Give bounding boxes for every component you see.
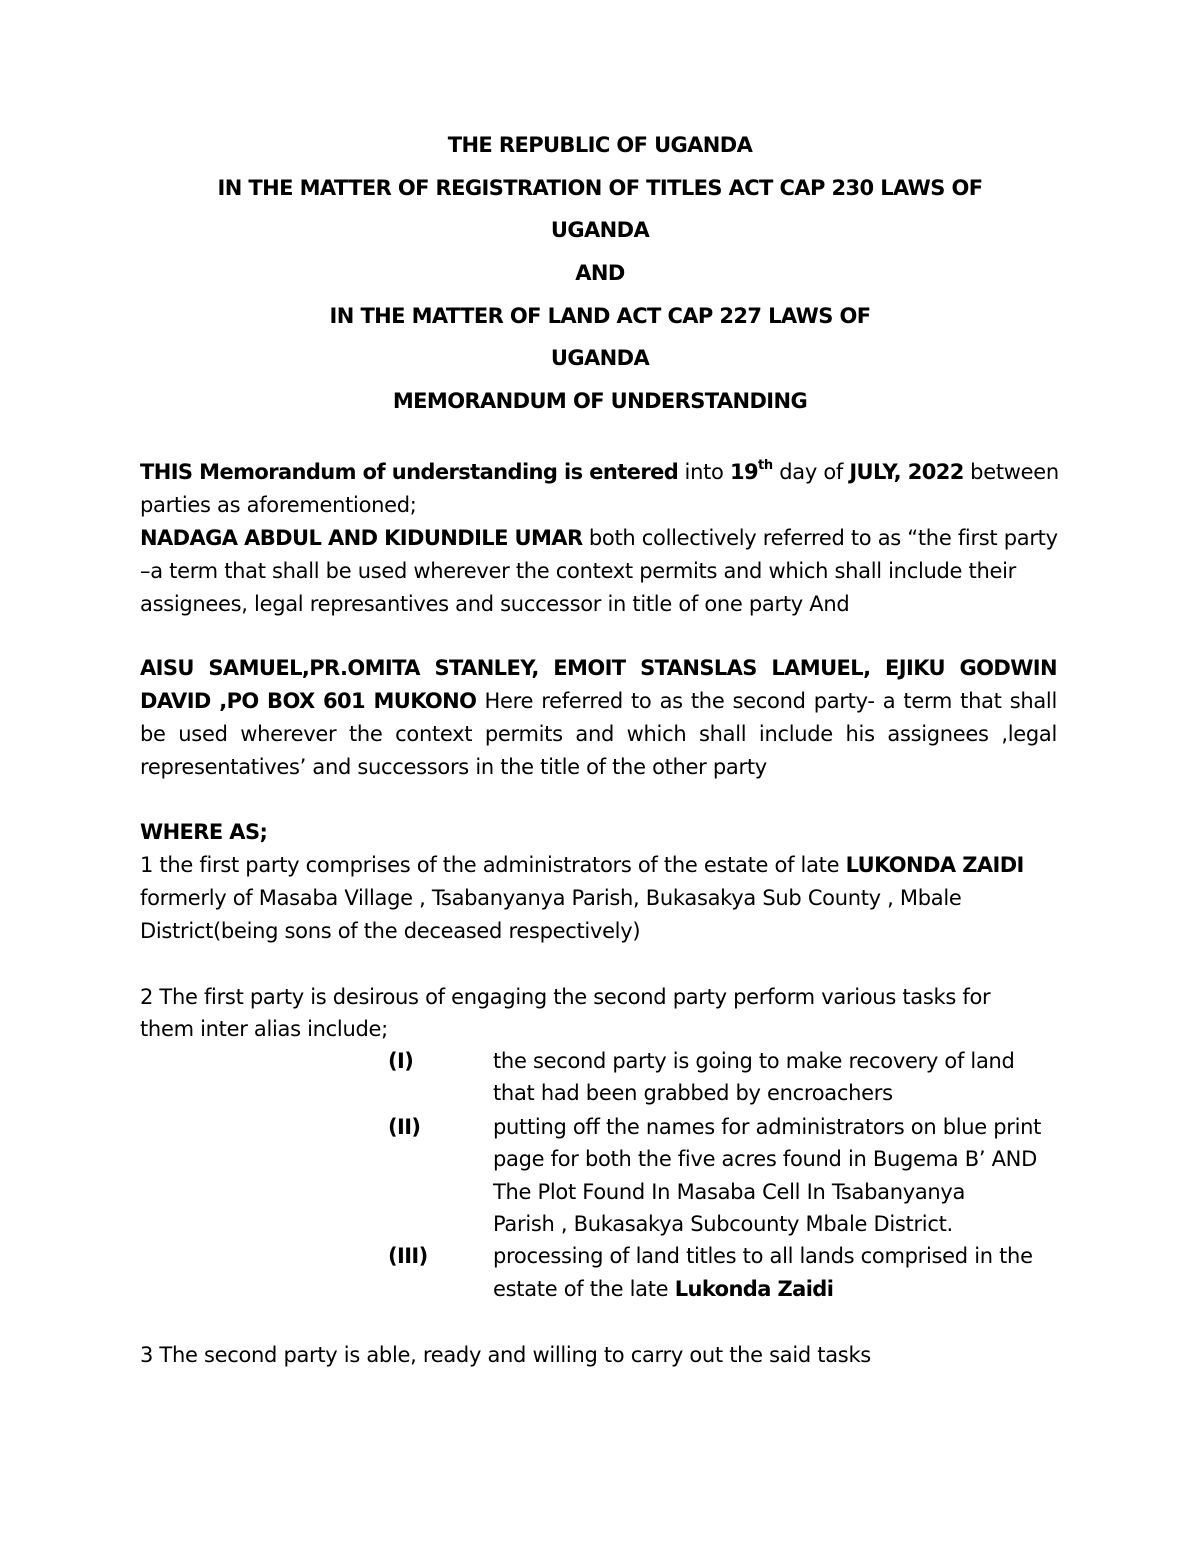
second-party-line-2 bbox=[140, 689, 1057, 713]
item-3-deceased-name: Lukonda Zaidi bbox=[674, 1277, 834, 1301]
second-party-address: DAVID ,PO BOX 601 MUKONO bbox=[140, 689, 477, 713]
clause-2-line-2: them inter alias include; bbox=[140, 1017, 388, 1041]
intro-line-1 bbox=[140, 460, 1059, 484]
second-party-names: AISU SAMUEL,PR.OMITA STANLEY, EMOIT STANSLAS LAMUEL, EJIKU GODWIN bbox=[140, 656, 1057, 680]
item-2-line-3: The Plot Found In Masaba Cell In Tsabanyanya bbox=[493, 1180, 966, 1204]
title-matter-registration: IN THE MATTER OF REGISTRATION OF TITLES ACT CAP 230 LAWS OF bbox=[217, 176, 983, 200]
second-party-line-1 bbox=[140, 656, 1057, 680]
item-3-line-1: processing of land titles to all lands comprised in the bbox=[493, 1244, 1033, 1268]
first-party-referred: both collectively referred to as “the first party bbox=[582, 526, 1058, 550]
clause-1-line-1 bbox=[140, 853, 1024, 877]
item-1-line-1: the second party is going to make recovery of land bbox=[493, 1049, 1015, 1073]
intro-line-2: parties as aforementioned; bbox=[140, 493, 417, 517]
intro-bold-lead: THIS Memorandum of understanding is entered bbox=[140, 460, 679, 484]
title-and: AND bbox=[575, 261, 625, 285]
first-party-names: NADAGA ABDUL AND KIDUNDILE UMAR bbox=[140, 526, 583, 550]
item-1-number: (I) bbox=[388, 1049, 414, 1073]
clause-3: 3 The second party is able, ready and willing to carry out the said tasks bbox=[140, 1343, 871, 1367]
whereas-heading bbox=[140, 820, 267, 844]
title-uganda-2: UGANDA bbox=[550, 346, 650, 370]
clause-2-line-1: 2 The first party is desirous of engaging the second party perform various tasks for bbox=[140, 985, 991, 1009]
title-memorandum: MEMORANDUM OF UNDERSTANDING bbox=[392, 389, 808, 413]
item-3-number: (III) bbox=[388, 1244, 428, 1268]
title-republic: THE REPUBLIC OF UGANDA bbox=[447, 133, 753, 157]
intro-between: between bbox=[963, 460, 1059, 484]
first-party-line-1 bbox=[140, 526, 1058, 550]
intro-date: JULY, 2022 bbox=[849, 460, 964, 484]
title-uganda-1: UGANDA bbox=[550, 218, 650, 242]
item-2-line-2: page for both the five acres found in Bugema B’ AND bbox=[493, 1147, 1037, 1171]
title-matter-land-act: IN THE MATTER OF LAND ACT CAP 227 LAWS OF bbox=[329, 304, 871, 328]
item-3-line-2 bbox=[493, 1277, 833, 1301]
first-party-line-3: assignees, legal represantives and successor in title of one party And bbox=[140, 592, 850, 616]
item-2-number: (II) bbox=[388, 1115, 421, 1139]
clause-1-line-3: District(being sons of the deceased respectively) bbox=[140, 919, 641, 943]
whereas-heading-text: WHERE AS; bbox=[140, 820, 268, 844]
second-party-line-3: be used wherever the context permits and which shall include his assignees ,legal bbox=[140, 722, 1057, 746]
second-party-referred: Here referred to as the second party- a term that shall bbox=[476, 689, 1057, 713]
clause-1-line-2: formerly of Masaba Village , Tsabanyanya Parish, Bukasakya Sub County , Mbale bbox=[140, 886, 962, 910]
clause-1-text: 1 the first party comprises of the administrators of the estate of late bbox=[140, 853, 846, 877]
item-1-line-2: that had been grabbed by encroachers bbox=[493, 1081, 893, 1105]
item-2-line-1: putting off the names for administrators on blue print bbox=[493, 1115, 1042, 1139]
intro-day-of: day of bbox=[772, 460, 850, 484]
intro-into: into bbox=[678, 460, 730, 484]
item-2-line-4: Parish , Bukasakya Subcounty Mbale District. bbox=[493, 1212, 953, 1236]
second-party-line-4: representatives’ and successors in the title of the other party bbox=[140, 755, 767, 779]
first-party-line-2: –a term that shall be used wherever the context permits and which shall include their bbox=[140, 559, 1016, 583]
intro-day-suffix: th bbox=[757, 458, 773, 473]
item-3-text: estate of the late bbox=[493, 1277, 675, 1301]
clause-1-deceased-name: LUKONDA ZAIDI bbox=[845, 853, 1024, 877]
intro-day: 19 bbox=[729, 460, 758, 484]
